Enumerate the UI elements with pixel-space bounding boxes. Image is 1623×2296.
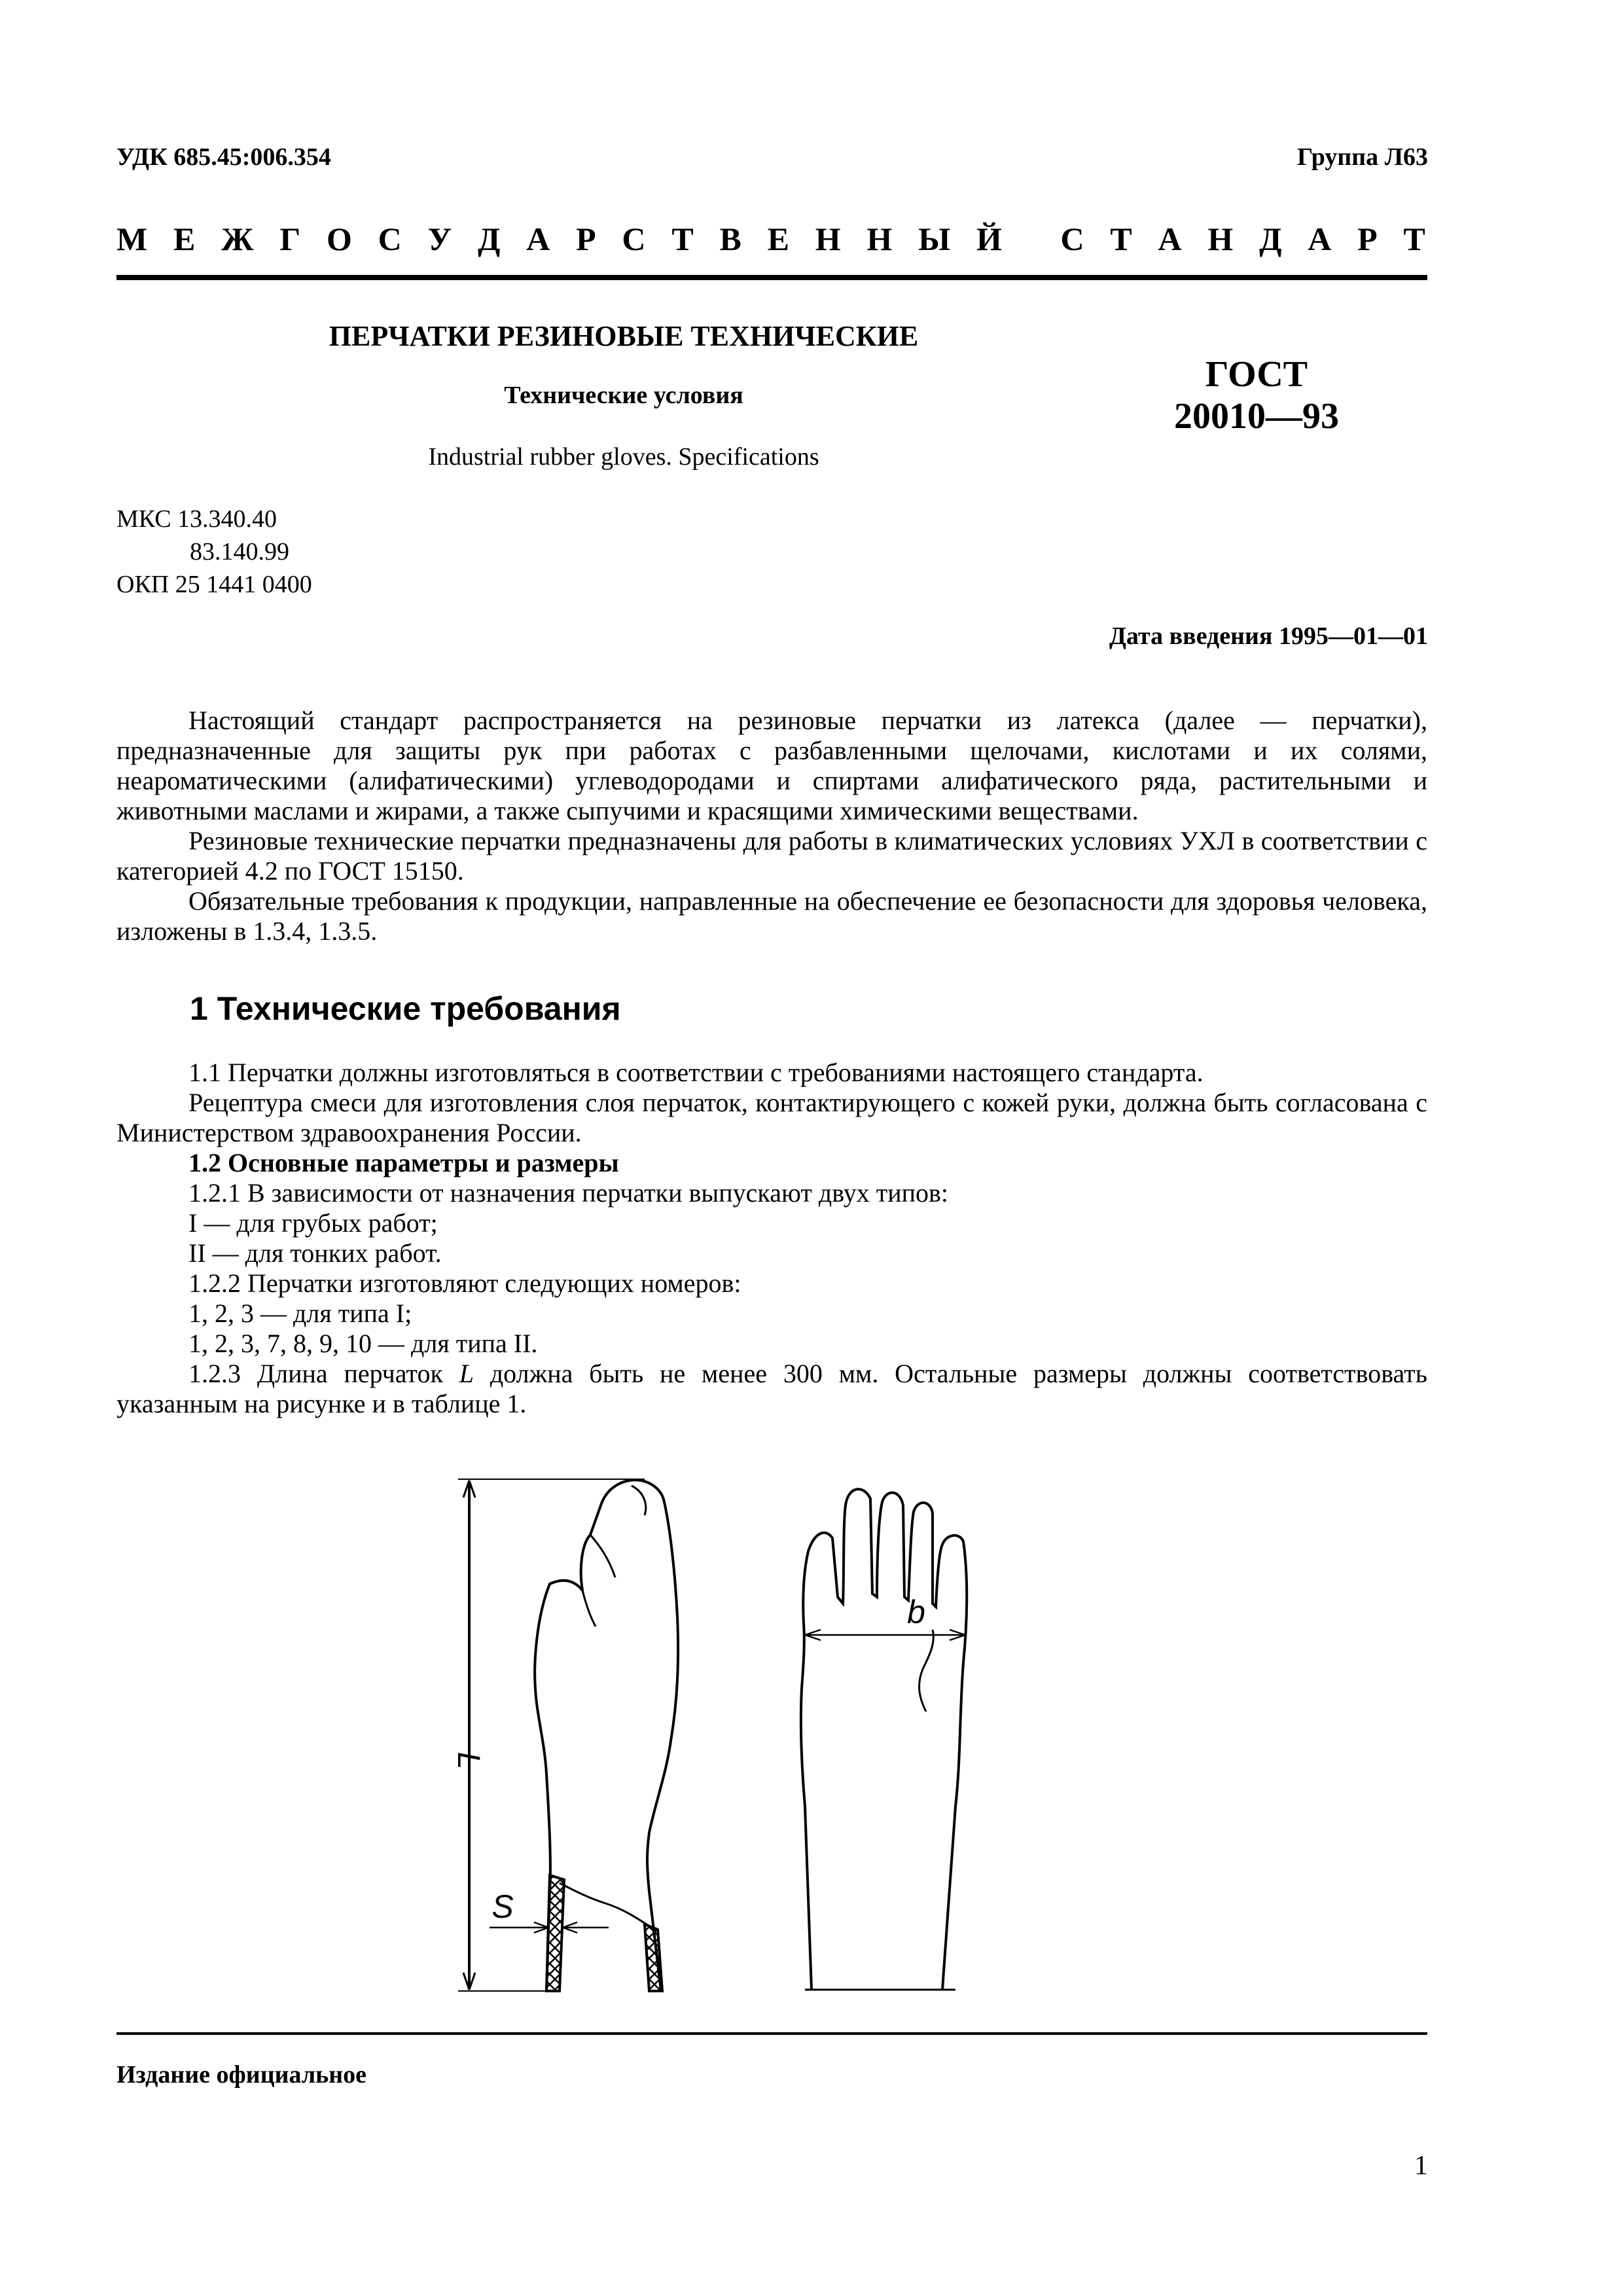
intro-paragraph-1: Настоящий стандарт распространяется на резиновые перчатки из латекса (далее — перчатки), предназначенные для защиты рук при работах с разбавленными щелочами, кислотами и их солями, неароматическими (алифатическими) углеводородами и спиртами алифатического ряда, растительными и животными маслами и жирами, а также сыпучими и красящими химическими веществами. (116, 706, 1427, 825)
english-title: Industrial rubber gloves. Specifications (428, 443, 819, 471)
banner-letter: Д (1259, 221, 1282, 257)
front-glove-thumb-line (919, 1630, 934, 1712)
front-glove-outline (801, 1489, 967, 1990)
banner-letter: Н (1207, 221, 1234, 257)
wall-section-left (546, 1875, 564, 1991)
intro-paragraph-3: Обязательные требования к продукции, направленные на обеспечение ее безопасности для здоровья человека, изложены в 1.3.4, 1.3.5. (116, 886, 1427, 946)
side-glove-thumb-fold (590, 1535, 615, 1577)
length-label: L (451, 1751, 486, 1770)
glove-front-view (801, 1489, 967, 1990)
section-1-text (116, 1058, 1427, 1419)
banner-letter: Т (1403, 221, 1425, 257)
standard-banner (116, 220, 1425, 258)
banner-letter: Н (866, 221, 893, 257)
group-code: Группа Л63 (1296, 143, 1428, 171)
banner-letter: Г (279, 221, 301, 257)
type-1-item: I — для грубых работ; (188, 1208, 438, 1238)
banner-letter: А (526, 221, 550, 257)
side-glove-finger-tip (632, 1486, 646, 1515)
type-2-item: II — для тонких работ. (188, 1238, 442, 1268)
glove-figure (419, 1466, 1086, 2003)
length-symbol: L (459, 1359, 474, 1388)
header-rule (116, 275, 1427, 280)
gost-number (1126, 353, 1387, 437)
intro-date: Дата введения 1995—01—01 (1109, 622, 1428, 650)
banner-letter: А (1308, 221, 1332, 257)
banner-letter: Е (767, 221, 789, 257)
banner-letter: У (427, 221, 452, 257)
document-title: ПЕРЧАТКИ РЕЗИНОВЫЕ ТЕХНИЧЕСКИЕ (329, 320, 919, 352)
section-cut-line (560, 1883, 651, 1928)
banner-letter: Р (576, 221, 596, 257)
document-subtitle: Технические условия (504, 382, 743, 409)
numbers-type-2: 1, 2, 3, 7, 8, 9, 10 — для типа II. (188, 1329, 538, 1358)
thickness-label: S (491, 1888, 514, 1925)
intro-paragraph-2: Резиновые технические перчатки предназначены для работы в климатических условиях УХЛ в соответствии с категорией 4.2 по ГОСТ 15150. (116, 826, 1427, 886)
banner-letter: С (622, 221, 646, 257)
banner-letter: С (1060, 221, 1084, 257)
page-number: 1 (1414, 2151, 1428, 2181)
section-1-heading: 1 Технические требования (190, 990, 621, 1027)
wall-section-right (645, 1924, 662, 1991)
clause-1-2-3-start: 1.2.3 Длина перчаток (188, 1359, 459, 1388)
mks-code-1: МКС 13.340.40 (116, 505, 277, 533)
banner-letter: Р (1357, 221, 1378, 257)
clause-1-1: 1.1 Перчатки должны изготовляться в соответствии с требованиями настоящего стандарта. (188, 1058, 1204, 1087)
clause-1-1-recipe: Рецептура смеси для изготовления слоя перчаток, контактирующего с кожей руки, должна быть согласована с Министерством здравоохранения России. (116, 1088, 1427, 1147)
banner-letter: Ж (221, 221, 254, 257)
intro-text (116, 706, 1427, 946)
okp-code: ОКП 25 1441 0400 (116, 571, 312, 598)
edition-note: Издание официальное (116, 2061, 367, 2089)
banner-letter: О (326, 221, 352, 257)
clause-1-2-2: 1.2.2 Перчатки изготовляют следующих номеров: (188, 1268, 741, 1298)
side-glove-palm-fold (582, 1590, 596, 1626)
banner-letter: Д (478, 221, 501, 257)
banner-letter: С (378, 221, 402, 257)
clause-1-2-3 (116, 1359, 1427, 1419)
gost-code: 20010—93 (1174, 396, 1339, 437)
banner-letter: Т (671, 221, 694, 257)
clause-1-2-3-end: должна быть не менее 300 мм. Остальные размеры должны соответствовать указанным на рисунке и в таблице 1. (116, 1359, 1427, 1418)
banner-letter: Е (173, 221, 196, 257)
banner-word-gap (1028, 220, 1035, 258)
banner-letter: Н (815, 221, 841, 257)
banner-letter: М (116, 221, 148, 257)
clause-1-2-heading: 1.2 Основные параметры и размеры (188, 1148, 619, 1177)
clause-1-2-1: 1.2.1 В зависимости от назначения перчатки выпускают двух типов: (188, 1178, 949, 1208)
banner-letter: А (1158, 221, 1182, 257)
banner-letter: Т (1110, 221, 1132, 257)
width-label: b (907, 1594, 925, 1630)
footer-rule (116, 2032, 1427, 2035)
numbers-type-1: 1, 2, 3 — для типа I; (188, 1299, 412, 1328)
banner-letter: Ы (918, 221, 951, 257)
gost-label: ГОСТ (1205, 354, 1308, 395)
banner-letter: В (719, 221, 741, 257)
udk-code: УДК 685.45:006.354 (116, 143, 331, 171)
mks-code-2: 83.140.99 (190, 538, 289, 565)
banner-letter: Й (976, 221, 1002, 257)
